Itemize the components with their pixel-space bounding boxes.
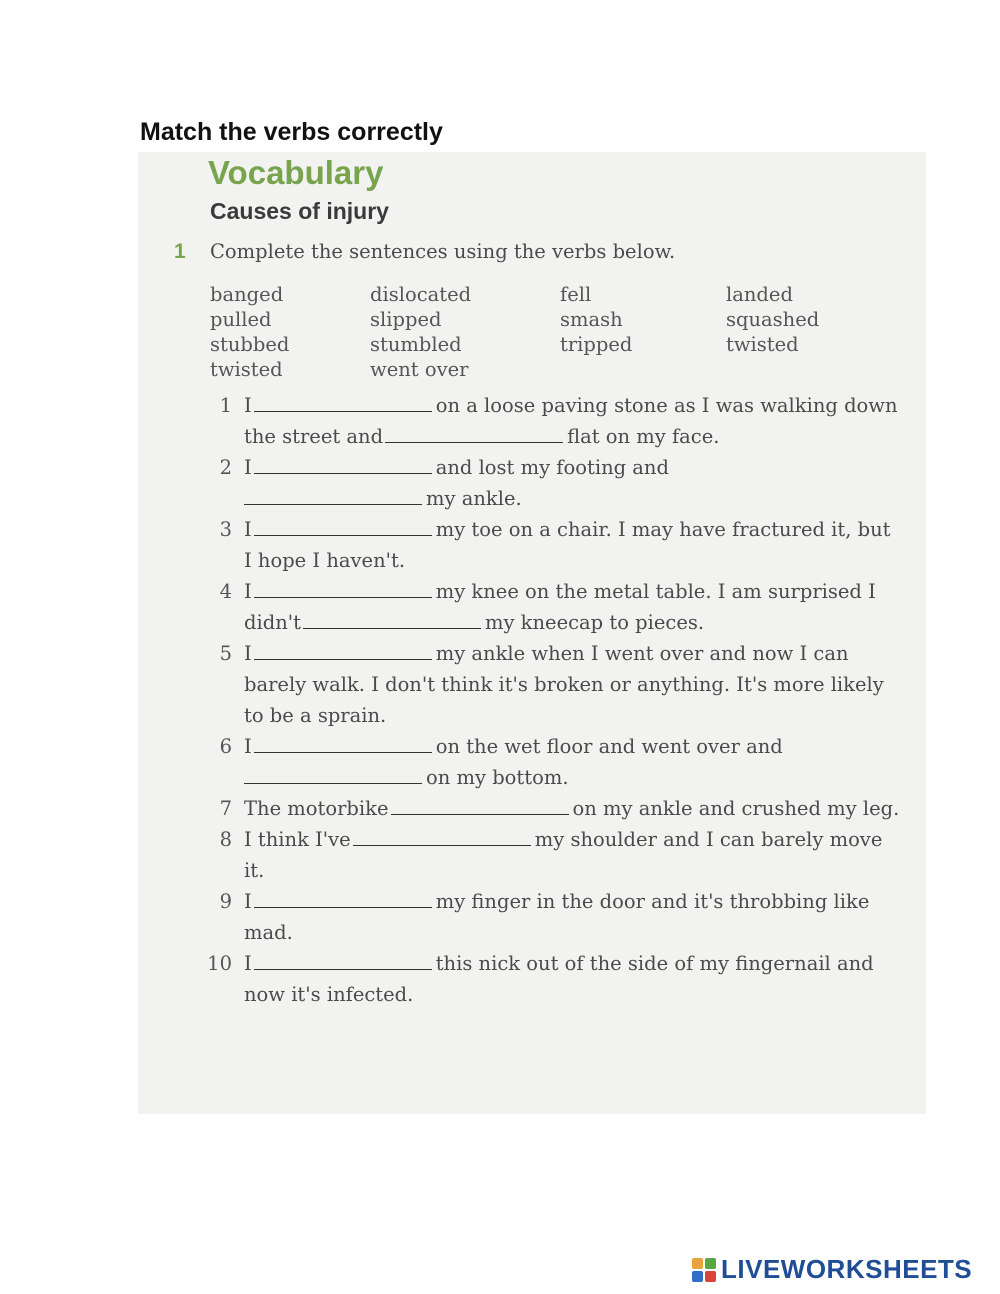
sentence-text: my knee on the metal table. I am surprised I didn't	[244, 580, 876, 634]
sentence-number: 7	[219, 797, 232, 820]
page-title: Match the verbs correctly	[140, 118, 443, 146]
sentence-item	[200, 452, 900, 514]
sentence-text: I	[244, 735, 252, 758]
sentence-number: 6	[219, 735, 232, 758]
word-bank-item: squashed	[726, 308, 820, 331]
exercise-number: 1	[174, 240, 186, 263]
logo-text: LIVEWORKSHEETS	[721, 1254, 973, 1284]
answer-blank[interactable]	[254, 579, 432, 598]
logo-square	[692, 1258, 703, 1269]
answer-blank[interactable]	[303, 610, 481, 629]
sentence-number: 4	[219, 580, 232, 603]
word-bank-item: landed	[726, 283, 793, 306]
logo-square	[705, 1258, 716, 1269]
liveworksheets-logo	[692, 1254, 972, 1285]
sentence-text: on a loose paving stone as I was walking down the street and	[244, 394, 898, 448]
answer-blank[interactable]	[244, 486, 422, 505]
sentence-text: I	[244, 580, 252, 603]
logo-square	[705, 1271, 716, 1282]
sentence-text: my kneecap to pieces.	[484, 611, 705, 634]
sentence-text: I	[244, 952, 252, 975]
answer-blank[interactable]	[254, 951, 432, 970]
answer-blank[interactable]	[244, 765, 422, 784]
answer-blank[interactable]	[254, 641, 432, 660]
sentence-item	[200, 793, 900, 824]
word-bank-item: smash	[560, 308, 623, 331]
sentence-number: 8	[219, 828, 232, 851]
sentence-item	[200, 948, 900, 1010]
sentence-text: I	[244, 642, 252, 665]
sentence-text: on my bottom.	[426, 766, 569, 789]
word-bank-item: banged	[210, 283, 284, 306]
sentence-number: 2	[219, 456, 232, 479]
answer-blank[interactable]	[254, 734, 432, 753]
sentence-text: my shoulder and I can barely move it.	[244, 828, 883, 882]
sentence-text: I	[244, 890, 252, 913]
word-bank-item: slipped	[370, 308, 442, 331]
vocabulary-heading: Vocabulary	[208, 154, 384, 191]
word-bank-item: fell	[560, 283, 592, 306]
sentence-number: 1	[219, 394, 232, 417]
answer-blank[interactable]	[254, 889, 432, 908]
word-bank-item: twisted	[210, 358, 283, 381]
logo-grid-icon	[692, 1258, 716, 1282]
word-bank-item: pulled	[210, 308, 272, 331]
sentence-item	[200, 576, 900, 638]
word-bank-item: stubbed	[210, 333, 290, 356]
sentence-text: I	[244, 456, 252, 479]
sentence-text: flat on my face.	[567, 425, 720, 448]
answer-blank[interactable]	[385, 424, 563, 443]
answer-blank[interactable]	[254, 517, 432, 536]
sentence-text: I think I've	[244, 828, 351, 851]
sentence-list	[200, 390, 900, 1010]
sentence-text: on the wet floor and went over and	[435, 735, 783, 758]
word-bank-item: twisted	[726, 333, 799, 356]
logo-square	[692, 1271, 703, 1282]
word-bank-item: went over	[370, 358, 469, 381]
answer-blank[interactable]	[254, 393, 432, 412]
sentence-number: 3	[219, 518, 232, 541]
worksheet-scan	[138, 152, 926, 1114]
sentence-text: my ankle.	[426, 487, 522, 510]
sentence-item	[200, 886, 900, 948]
exercise-instruction: Complete the sentences using the verbs below.	[210, 240, 676, 263]
answer-blank[interactable]	[391, 796, 569, 815]
answer-blank[interactable]	[353, 827, 531, 846]
sentence-number: 9	[219, 890, 232, 913]
sentence-text: my finger in the door and it's throbbing like mad.	[244, 890, 870, 944]
sentence-item	[200, 514, 900, 576]
sentence-text: I	[244, 394, 252, 417]
word-bank-item: dislocated	[370, 283, 472, 306]
sentence-item	[200, 638, 900, 731]
word-bank-item: tripped	[560, 333, 633, 356]
sentence-item	[200, 824, 900, 886]
sentence-text: on my ankle and crushed my leg.	[572, 797, 900, 820]
sentence-item	[200, 731, 900, 793]
section-subheading: Causes of injury	[210, 198, 389, 224]
word-bank-item: stumbled	[370, 333, 462, 356]
answer-blank[interactable]	[254, 455, 432, 474]
sentence-number: 5	[219, 642, 232, 665]
sentence-text: and lost my footing and	[435, 456, 669, 479]
word-bank	[210, 282, 890, 382]
sentence-text: my toe on a chair. I may have fractured it, but I hope I haven't.	[244, 518, 891, 572]
sentence-text: The motorbike	[244, 797, 389, 820]
sentence-text: my ankle when I went over and now I can barely walk. I don't think it's broken or anything. It's more likely to be a sprain.	[244, 642, 884, 727]
sentence-text: this nick out of the side of my fingernail and now it's infected.	[244, 952, 874, 1006]
sentence-text: I	[244, 518, 252, 541]
sentence-item	[200, 390, 900, 452]
sentence-number: 10	[207, 952, 232, 975]
